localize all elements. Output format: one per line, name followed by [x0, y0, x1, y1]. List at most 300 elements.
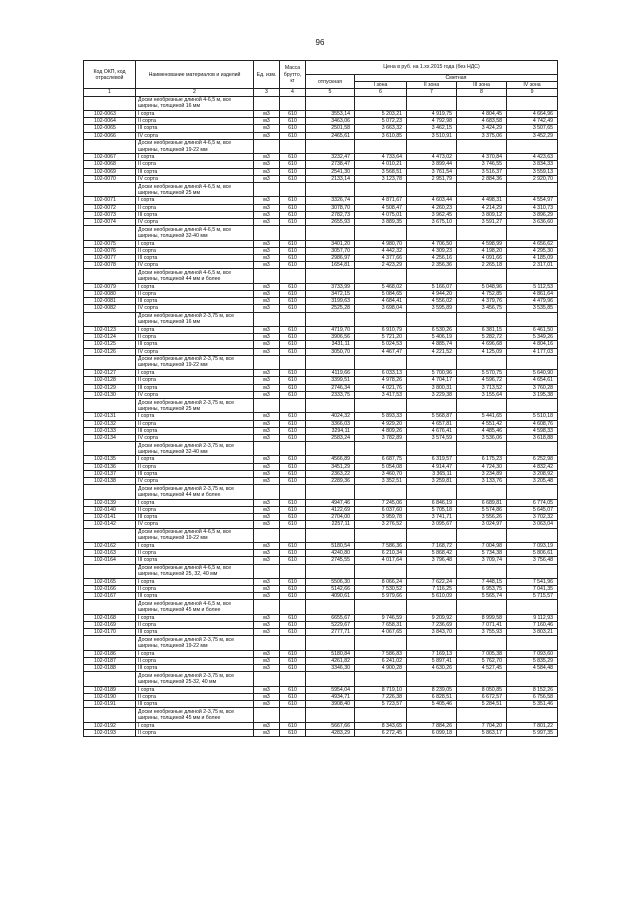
item-unit: м3 — [254, 650, 280, 657]
table-row — [84, 168, 558, 175]
group-empty-cell — [457, 139, 507, 153]
item-name: III сорта — [136, 514, 254, 521]
item-unit: м3 — [254, 348, 280, 355]
table-row — [84, 290, 558, 297]
price-zone-1: 5 979,66 — [355, 593, 407, 600]
item-mass: 610 — [280, 262, 306, 269]
item-unit: м3 — [254, 586, 280, 593]
price-zone-1: 3 417,53 — [355, 391, 407, 398]
price-zone-2: 3 962,45 — [407, 211, 457, 218]
item-code: 102-0188 — [84, 665, 136, 672]
item-code: 102-0140 — [84, 506, 136, 513]
table-row — [84, 154, 558, 161]
price-zone-3: 5 863,17 — [457, 729, 507, 736]
group-empty-cell — [254, 226, 280, 240]
group-description: Доски необрезные длиной 4-6,5 м, все ширины, толщиной 19-22 мм — [136, 139, 254, 153]
item-mass: 610 — [280, 283, 306, 290]
price-zone-2: 3 229,38 — [407, 391, 457, 398]
price-otpusk: 5180,84 — [306, 650, 355, 657]
price-zone-1: 6 687,75 — [355, 456, 407, 463]
price-otpusk: 3294,11 — [306, 427, 355, 434]
item-mass: 610 — [280, 593, 306, 600]
group-empty-cell — [254, 96, 280, 110]
price-zone-4: 3 896,29 — [507, 211, 558, 218]
group-empty-cell — [280, 226, 306, 240]
item-code: 102-0130 — [84, 391, 136, 398]
item-mass: 610 — [280, 665, 306, 672]
price-otpusk: 2777,71 — [306, 629, 355, 636]
item-code: 102-0073 — [84, 211, 136, 218]
item-unit: м3 — [254, 240, 280, 247]
price-zone-4: 4 804,16 — [507, 341, 558, 348]
group-empty-cell — [457, 442, 507, 456]
price-zone-2: 5 166,07 — [407, 283, 457, 290]
price-zone-3: 4 370,84 — [457, 154, 507, 161]
price-zone-4: 4 598,33 — [507, 427, 558, 434]
column-number: 3 — [254, 89, 280, 96]
price-zone-3: 3 375,06 — [457, 132, 507, 139]
price-otpusk: 5229,67 — [306, 621, 355, 628]
group-empty-cell — [507, 564, 558, 578]
item-name: I сорта — [136, 110, 254, 117]
price-otpusk: 3553,14 — [306, 110, 355, 117]
price-zone-4: 5 715,57 — [507, 593, 558, 600]
price-zone-2: 3 761,54 — [407, 168, 457, 175]
group-header-row — [84, 708, 558, 722]
group-empty-cell — [507, 226, 558, 240]
item-code: 102-0167 — [84, 593, 136, 600]
price-zone-1: 3 959,78 — [355, 514, 407, 521]
group-header-row — [84, 636, 558, 650]
price-otpusk: 4947,46 — [306, 499, 355, 506]
item-code: 102-0134 — [84, 434, 136, 441]
item-mass: 610 — [280, 621, 306, 628]
price-zone-1: 7 530,52 — [355, 586, 407, 593]
item-unit: м3 — [254, 161, 280, 168]
price-zone-2: 6 846,19 — [407, 499, 457, 506]
item-name: I сорта — [136, 326, 254, 333]
table-row — [84, 334, 558, 341]
table-row — [84, 521, 558, 528]
price-zone-1: 4 075,01 — [355, 211, 407, 218]
group-empty-cell — [507, 139, 558, 153]
price-otpusk: 4719,70 — [306, 326, 355, 333]
table-row — [84, 384, 558, 391]
item-mass: 610 — [280, 247, 306, 254]
group-empty-cell — [355, 269, 407, 283]
table-row — [84, 514, 558, 521]
group-empty-cell — [457, 564, 507, 578]
price-zone-1: 3 782,89 — [355, 434, 407, 441]
item-name: I сорта — [136, 650, 254, 657]
price-zone-2: 4 792,98 — [407, 118, 457, 125]
item-mass: 610 — [280, 132, 306, 139]
group-code-cell — [84, 312, 136, 326]
item-code: 102-0131 — [84, 413, 136, 420]
price-zone-3: 4 379,76 — [457, 298, 507, 305]
table-row — [84, 722, 558, 729]
price-zone-2: 5 406,19 — [407, 334, 457, 341]
group-empty-cell — [355, 139, 407, 153]
table-row — [84, 305, 558, 312]
table-row — [84, 557, 558, 564]
item-unit: м3 — [254, 420, 280, 427]
group-header-row — [84, 269, 558, 283]
price-zone-1: 4 684,41 — [355, 298, 407, 305]
group-empty-cell — [507, 96, 558, 110]
item-mass: 610 — [280, 499, 306, 506]
price-zone-2: 4 944,20 — [407, 290, 457, 297]
item-name: II сорта — [136, 506, 254, 513]
price-otpusk: 2289,36 — [306, 478, 355, 485]
group-description: Доски необрезные длиной 2-3,75 м, все ширины, толщиной 45 мм и более — [136, 708, 254, 722]
item-name: IV сорта — [136, 478, 254, 485]
group-empty-cell — [254, 672, 280, 686]
item-mass: 610 — [280, 578, 306, 585]
price-otpusk: 2782,73 — [306, 211, 355, 218]
item-mass: 610 — [280, 657, 306, 664]
column-number: 5 — [306, 89, 355, 96]
item-mass: 610 — [280, 693, 306, 700]
item-unit: м3 — [254, 384, 280, 391]
price-zone-3: 5 574,86 — [457, 506, 507, 513]
group-empty-cell — [254, 600, 280, 614]
item-mass: 610 — [280, 427, 306, 434]
item-code: 102-0142 — [84, 521, 136, 528]
price-zone-2: 5 705,18 — [407, 506, 457, 513]
price-zone-2: 4 260,23 — [407, 204, 457, 211]
price-zone-1: 4 377,66 — [355, 254, 407, 261]
item-unit: м3 — [254, 456, 280, 463]
item-code: 102-0070 — [84, 175, 136, 182]
price-zone-4: 7 041,35 — [507, 586, 558, 593]
price-otpusk: 2257,11 — [306, 521, 355, 528]
group-empty-cell — [457, 355, 507, 369]
group-empty-cell — [306, 442, 355, 456]
table-row — [84, 729, 558, 736]
item-mass: 610 — [280, 420, 306, 427]
header-zone-4: IV зона — [507, 82, 558, 89]
item-mass: 610 — [280, 204, 306, 211]
item-mass: 610 — [280, 391, 306, 398]
price-zone-2: 4 630,26 — [407, 665, 457, 672]
item-name: II сорта — [136, 693, 254, 700]
price-otpusk: 4119,66 — [306, 370, 355, 377]
price-zone-3: 4 198,20 — [457, 247, 507, 254]
price-zone-3: 2 884,36 — [457, 175, 507, 182]
price-zone-4: 6 252,98 — [507, 456, 558, 463]
item-unit: м3 — [254, 125, 280, 132]
item-unit: м3 — [254, 578, 280, 585]
item-code: 102-0169 — [84, 621, 136, 628]
price-otpusk: 2745,55 — [306, 557, 355, 564]
group-empty-cell — [407, 564, 457, 578]
item-name: IV сорта — [136, 305, 254, 312]
item-code: 102-0066 — [84, 132, 136, 139]
group-empty-cell — [306, 226, 355, 240]
item-name: III сорта — [136, 427, 254, 434]
group-empty-cell — [280, 269, 306, 283]
price-zone-2: 6 319,57 — [407, 456, 457, 463]
price-zone-1: 7 226,38 — [355, 693, 407, 700]
item-unit: м3 — [254, 204, 280, 211]
group-empty-cell — [355, 226, 407, 240]
price-zone-3: 6 175,23 — [457, 456, 507, 463]
price-otpusk: 2583,24 — [306, 434, 355, 441]
item-mass: 610 — [280, 514, 306, 521]
item-code: 102-0074 — [84, 219, 136, 226]
price-zone-3: 3 556,26 — [457, 514, 507, 521]
item-name: III сорта — [136, 341, 254, 348]
price-otpusk: 2746,34 — [306, 384, 355, 391]
price-otpusk: 4090,61 — [306, 593, 355, 600]
group-code-cell — [84, 355, 136, 369]
price-zone-4: 4 654,61 — [507, 377, 558, 384]
group-empty-cell — [280, 442, 306, 456]
price-zone-3: 4 485,46 — [457, 427, 507, 434]
price-zone-1: 6 910,79 — [355, 326, 407, 333]
group-empty-cell — [407, 636, 457, 650]
price-zone-3: 4 498,31 — [457, 197, 507, 204]
price-zone-1: 4 021,76 — [355, 384, 407, 391]
group-empty-cell — [507, 442, 558, 456]
group-empty-cell — [407, 183, 457, 197]
price-zone-1: 4 809,26 — [355, 427, 407, 434]
item-code: 102-0128 — [84, 377, 136, 384]
table-row — [84, 110, 558, 117]
item-name: IV сорта — [136, 262, 254, 269]
price-zone-3: 6 953,75 — [457, 586, 507, 593]
item-code: 102-0162 — [84, 542, 136, 549]
item-name: II сорта — [136, 550, 254, 557]
price-zone-2: 5 868,42 — [407, 550, 457, 557]
price-zone-4: 4 832,42 — [507, 463, 558, 470]
item-code: 102-0165 — [84, 578, 136, 585]
price-otpusk: 3472,15 — [306, 290, 355, 297]
header-otpusk: отпускная — [306, 75, 355, 89]
price-zone-4: 4 861,64 — [507, 290, 558, 297]
group-header-row — [84, 139, 558, 153]
item-mass: 610 — [280, 506, 306, 513]
item-unit: м3 — [254, 463, 280, 470]
price-otpusk: 4240,80 — [306, 550, 355, 557]
group-empty-cell — [457, 528, 507, 542]
price-zone-3: 7 071,41 — [457, 621, 507, 628]
price-zone-4: 3 535,85 — [507, 305, 558, 312]
item-name: II сорта — [136, 334, 254, 341]
price-zone-3: 3 746,55 — [457, 161, 507, 168]
price-zone-2: 7 116,25 — [407, 586, 457, 593]
group-empty-cell — [280, 708, 306, 722]
price-table — [83, 60, 558, 737]
item-unit: м3 — [254, 305, 280, 312]
group-empty-cell — [254, 564, 280, 578]
item-code: 102-0082 — [84, 305, 136, 312]
item-code: 102-0065 — [84, 125, 136, 132]
table-row — [84, 370, 558, 377]
price-zone-3: 6 381,15 — [457, 326, 507, 333]
item-name: I сорта — [136, 614, 254, 621]
price-zone-4: 4 185,09 — [507, 254, 558, 261]
price-zone-4: 3 195,38 — [507, 391, 558, 398]
item-name: III сорта — [136, 254, 254, 261]
price-zone-3: 6 672,57 — [457, 693, 507, 700]
price-zone-4: 5 640,90 — [507, 370, 558, 377]
group-empty-cell — [507, 672, 558, 686]
group-empty-cell — [507, 600, 558, 614]
header-mass: Масса брутто, кг — [280, 61, 306, 89]
item-unit: м3 — [254, 427, 280, 434]
price-zone-3: 3 755,93 — [457, 629, 507, 636]
item-mass: 610 — [280, 254, 306, 261]
price-zone-1: 5 024,53 — [355, 341, 407, 348]
table-row — [84, 621, 558, 628]
item-code: 102-0129 — [84, 384, 136, 391]
price-zone-3: 4 683,58 — [457, 118, 507, 125]
price-zone-2: 3 259,81 — [407, 478, 457, 485]
item-mass: 610 — [280, 521, 306, 528]
header-zone-2: II зона — [407, 82, 457, 89]
price-zone-1: 3 123,78 — [355, 175, 407, 182]
table-row — [84, 247, 558, 254]
price-zone-3: 3 713,52 — [457, 384, 507, 391]
price-otpusk: 6655,67 — [306, 614, 355, 621]
group-empty-cell — [507, 399, 558, 413]
item-code: 102-0187 — [84, 657, 136, 664]
item-mass: 610 — [280, 298, 306, 305]
price-zone-3: 7 704,20 — [457, 722, 507, 729]
table-body — [84, 96, 558, 736]
group-empty-cell — [355, 312, 407, 326]
group-empty-cell — [507, 528, 558, 542]
item-name: I сорта — [136, 283, 254, 290]
group-empty-cell — [355, 600, 407, 614]
price-otpusk: 3451,29 — [306, 463, 355, 470]
item-code: 102-0138 — [84, 478, 136, 485]
price-zone-4: 3 208,92 — [507, 470, 558, 477]
price-zone-1: 4 067,65 — [355, 629, 407, 636]
item-mass: 610 — [280, 290, 306, 297]
price-zone-3: 8 999,58 — [457, 614, 507, 621]
item-name: I сорта — [136, 542, 254, 549]
table-row — [84, 132, 558, 139]
price-zone-4: 6 774,05 — [507, 499, 558, 506]
item-unit: м3 — [254, 254, 280, 261]
group-description: Доски необрезные длиной 4-6,5 м, все ширины, толщиной 45 мм и более — [136, 600, 254, 614]
price-zone-1: 3 568,51 — [355, 168, 407, 175]
item-mass: 610 — [280, 478, 306, 485]
group-empty-cell — [306, 672, 355, 686]
item-unit: м3 — [254, 550, 280, 557]
price-zone-3: 4 598,99 — [457, 240, 507, 247]
item-mass: 610 — [280, 197, 306, 204]
price-otpusk: 2541,30 — [306, 168, 355, 175]
table-row — [84, 240, 558, 247]
item-name: III сорта — [136, 665, 254, 672]
item-name: II сорта — [136, 161, 254, 168]
item-name: III сорта — [136, 629, 254, 636]
price-zone-3: 4 551,42 — [457, 420, 507, 427]
group-code-cell — [84, 269, 136, 283]
price-zone-1: 4 508,47 — [355, 204, 407, 211]
price-zone-3: 3 234,89 — [457, 470, 507, 477]
header-price-title: Цена в руб. на 1.хх.2015 года (без НДС) — [306, 61, 558, 75]
price-zone-2: 5 568,87 — [407, 413, 457, 420]
item-code: 102-0071 — [84, 197, 136, 204]
table-row — [84, 197, 558, 204]
price-zone-1: 4 010,21 — [355, 161, 407, 168]
price-zone-2: 7 622,24 — [407, 578, 457, 585]
group-empty-cell — [507, 312, 558, 326]
price-zone-2: 4 914,47 — [407, 463, 457, 470]
price-otpusk: 2133,14 — [306, 175, 355, 182]
price-otpusk: 3431,11 — [306, 341, 355, 348]
item-unit: м3 — [254, 434, 280, 441]
item-mass: 610 — [280, 341, 306, 348]
group-header-row — [84, 399, 558, 413]
item-unit: м3 — [254, 197, 280, 204]
item-name: III сорта — [136, 125, 254, 132]
group-header-row — [84, 226, 558, 240]
price-zone-2: 6 530,26 — [407, 326, 457, 333]
table-row — [84, 686, 558, 693]
price-zone-1: 7 586,83 — [355, 650, 407, 657]
group-header-row — [84, 485, 558, 499]
price-zone-2: 5 610,09 — [407, 593, 457, 600]
group-empty-cell — [407, 399, 457, 413]
item-name: I сорта — [136, 154, 254, 161]
price-otpusk: 3078,70 — [306, 204, 355, 211]
item-code: 102-0190 — [84, 693, 136, 700]
item-name: III сорта — [136, 211, 254, 218]
group-empty-cell — [407, 600, 457, 614]
item-name: I сорта — [136, 578, 254, 585]
group-description: Доски необрезные длиной 2-3,75 м, все ширины, толщиной 19-22 мм — [136, 636, 254, 650]
price-zone-3: 3 809,12 — [457, 211, 507, 218]
group-empty-cell — [254, 708, 280, 722]
price-otpusk: 5506,30 — [306, 578, 355, 585]
item-mass: 610 — [280, 377, 306, 384]
price-zone-4: 3 618,88 — [507, 434, 558, 441]
price-zone-3: 4 752,85 — [457, 290, 507, 297]
group-description: Доски необрезные длиной 2-3,75 м, все ширины, толщиной 44 мм и более — [136, 485, 254, 499]
table-row — [84, 499, 558, 506]
item-mass: 610 — [280, 305, 306, 312]
group-empty-cell — [280, 485, 306, 499]
price-zone-2: 4 473,02 — [407, 154, 457, 161]
table-row — [84, 470, 558, 477]
price-zone-4: 7 801,22 — [507, 722, 558, 729]
item-unit: м3 — [254, 219, 280, 226]
price-zone-3: 5 762,70 — [457, 657, 507, 664]
table-row — [84, 211, 558, 218]
table-row — [84, 204, 558, 211]
price-zone-1: 3 610,85 — [355, 132, 407, 139]
price-zone-3: 3 024,97 — [457, 521, 507, 528]
item-mass: 610 — [280, 470, 306, 477]
group-empty-cell — [254, 528, 280, 542]
price-zone-2: 3 796,48 — [407, 557, 457, 564]
group-description: Доски необрезные длиной 4-6,5 м, все ширины, толщиной 16 мм — [136, 96, 254, 110]
group-empty-cell — [507, 708, 558, 722]
price-zone-3: 7 005,38 — [457, 650, 507, 657]
table-row — [84, 125, 558, 132]
price-zone-2: 4 256,16 — [407, 254, 457, 261]
price-otpusk: 4934,71 — [306, 693, 355, 700]
price-zone-2: 3 741,71 — [407, 514, 457, 521]
item-unit: м3 — [254, 175, 280, 182]
item-name: I сорта — [136, 456, 254, 463]
